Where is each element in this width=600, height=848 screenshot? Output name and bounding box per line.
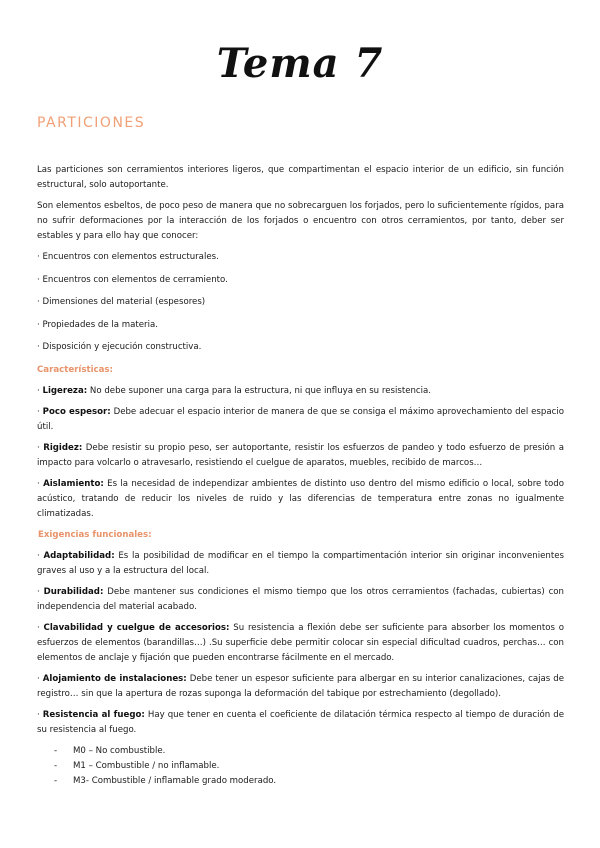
functional-term: Adaptabilidad: [43, 550, 115, 561]
functional-item: · Adaptabilidad: Es la posibilidad de modificar en el tiempo la compartimentación interior sin originar inconvenientes graves al uso y a la estructura del local. [37, 550, 564, 576]
characteristic-text: No debe suponer una carga para la estructura, ni que influya en su resistencia. [87, 385, 432, 396]
functional-heading: Exigencias funcionales: [38, 529, 152, 540]
characteristic-item: · Rigidez: Debe resistir su propio peso, ser autoportante, resistir los esfuerzos de pandeo y todo esfuerzo de presión a impacto para volcarlo o atravesarlo, resistiendo el cuelgue de aparatos, muebles, recibido de marcos… [37, 442, 564, 468]
fire-class-item [37, 759, 564, 774]
characteristic-text: Debe adecuar el espacio interior de manera de que se consiga el máximo aprovechamiento del espacio útil. [37, 406, 564, 432]
functional-item: · Clavabilidad y cuelgue de accesorios: Su resistencia a flexión debe ser suficiente para absorber los momentos o esfuerzos de elementos (barandillas…) .Su superficie debe permitir colocar sin especial dificultad cuadros, perchas… con elementos de anclaje y fijación que pueden encontrarse fácilmente en el mercado. [37, 622, 564, 663]
functional-term: Durabilidad: [43, 586, 104, 597]
know-item: · Dimensiones del material (espesores) [37, 297, 206, 307]
fire-class-text: M0 – No combustible. [73, 745, 166, 756]
characteristic-term: Poco espesor: [42, 406, 111, 417]
functional-item: · Durabilidad: Debe mantener sus condiciones el mismo tiempo que los otros cerramientos (fachadas, cubiertas) con independencia del material acabado. [37, 586, 565, 612]
list-dash: - [54, 745, 58, 756]
section-heading: PARTICIONES [37, 115, 146, 131]
intro-paragraph: Las particiones son cerramientos interiores ligeros, que compartimentan el espacio interior de un edificio, sin función estructural, solo autoportante. [37, 165, 564, 190]
list-dash: - [54, 760, 58, 771]
document-body [37, 163, 564, 789]
functional-text: Hay que tener en cuenta el coeficiente de dilatación térmica respecto al tiempo de duración de su resistencia al fuego. [37, 709, 564, 735]
functional-term: Clavabilidad y cuelgue de accesorios: [43, 622, 230, 633]
elements-paragraph: Son elementos esbeltos, de poco peso de manera que no sobrecarguen los forjados, pero lo suficientemente rígidos, para no sufrir deformaciones por la interacción de los forjados o encuentro con otros cerramientos, por tanto, deber ser estables y para ello hay que conocer: [37, 201, 564, 241]
functional-term: Resistencia al fuego: [42, 709, 145, 720]
functional-text: Es la posibilidad de modificar en el tiempo la compartimentación interior sin originar inconvenientes graves al uso y a la estructura del local. [37, 550, 564, 576]
characteristic-item: · Aislamiento: Es la necesidad de independizar ambientes de distinto uso dentro del mismo edificio o local, sobre todo acústico, tratando de reducir los niveles de ruido y las diferencias de temperatura entre zonas no igualmente climatizadas. [37, 478, 564, 519]
fire-class-item [37, 744, 564, 759]
characteristic-item: · Ligereza: No debe suponer una carga para la estructura, ni que influya en su resistencia. [37, 385, 432, 396]
fire-class-text: M3- Combustible / inflamable grado moderado. [73, 775, 277, 786]
characteristic-text: Debe resistir su propio peso, ser autoportante, resistir los esfuerzos de pandeo y todo esfuerzo de presión a impacto para volcarlo o atravesarlo, resistiendo el cuelgue de aparatos, muebles, recibido de marcos… [37, 442, 564, 468]
know-item: · Encuentros con elementos estructurales. [37, 252, 219, 262]
list-dash: - [54, 775, 58, 786]
functional-item: · Resistencia al fuego: Hay que tener en cuenta el coeficiente de dilatación térmica respecto al tiempo de duración de su resistencia al fuego. [37, 709, 564, 735]
fire-class-text: M1 – Combustible / no inflamable. [73, 760, 220, 771]
characteristic-text: Es la necesidad de independizar ambientes de distinto uso dentro del mismo edificio o local, sobre todo acústico, tratando de reducir los niveles de ruido y las diferencias de temperatura entre zonas no igualmente climatizadas. [37, 478, 564, 519]
characteristic-term: Rigidez: [43, 442, 83, 453]
characteristic-term: Aislamiento: [43, 478, 104, 489]
functional-term: Alojamiento de instalaciones: [42, 673, 187, 684]
fire-class-list [37, 744, 564, 789]
know-item: · Encuentros con elementos de cerramiento. [37, 274, 228, 285]
know-item: · Disposición y ejecución constructiva. [37, 342, 202, 352]
characteristic-item: · Poco espesor: Debe adecuar el espacio interior de manera de que se consiga el máximo aprovechamiento del espacio útil. [37, 406, 564, 432]
know-item: · Propiedades de la materia. [37, 319, 158, 330]
characteristics-heading: Características: [37, 364, 113, 375]
page-title: Tema 7 [216, 40, 384, 87]
functional-text: Su resistencia a flexión debe ser suficiente para absorber los momentos o esfuerzos de elementos (barandillas…) .Su superficie debe permitir colocar sin especial dificultad cuadros, perchas… con elementos de anclaje y fijación que pueden encontrarse fácilmente en el mercado. [37, 622, 564, 663]
functional-text: Debe mantener sus condiciones el mismo tiempo que los otros cerramientos (fachadas, cubiertas) con independencia del material acabado. [37, 586, 565, 612]
characteristic-term: Ligereza: [42, 385, 88, 396]
functional-text: Debe tener un espesor suficiente para albergar en su interior canalizaciones, cajas de registro… sin que la apertura de rozas suponga la deformación del tabique por estrechamiento (degollado). [37, 673, 564, 699]
fire-class-item [37, 774, 564, 789]
functional-item: · Alojamiento de instalaciones: Debe tener un espesor suficiente para albergar en su interior canalizaciones, cajas de registro… sin que la apertura de rozas suponga la deformación del tabique por estrechamiento (degollado). [37, 673, 564, 699]
